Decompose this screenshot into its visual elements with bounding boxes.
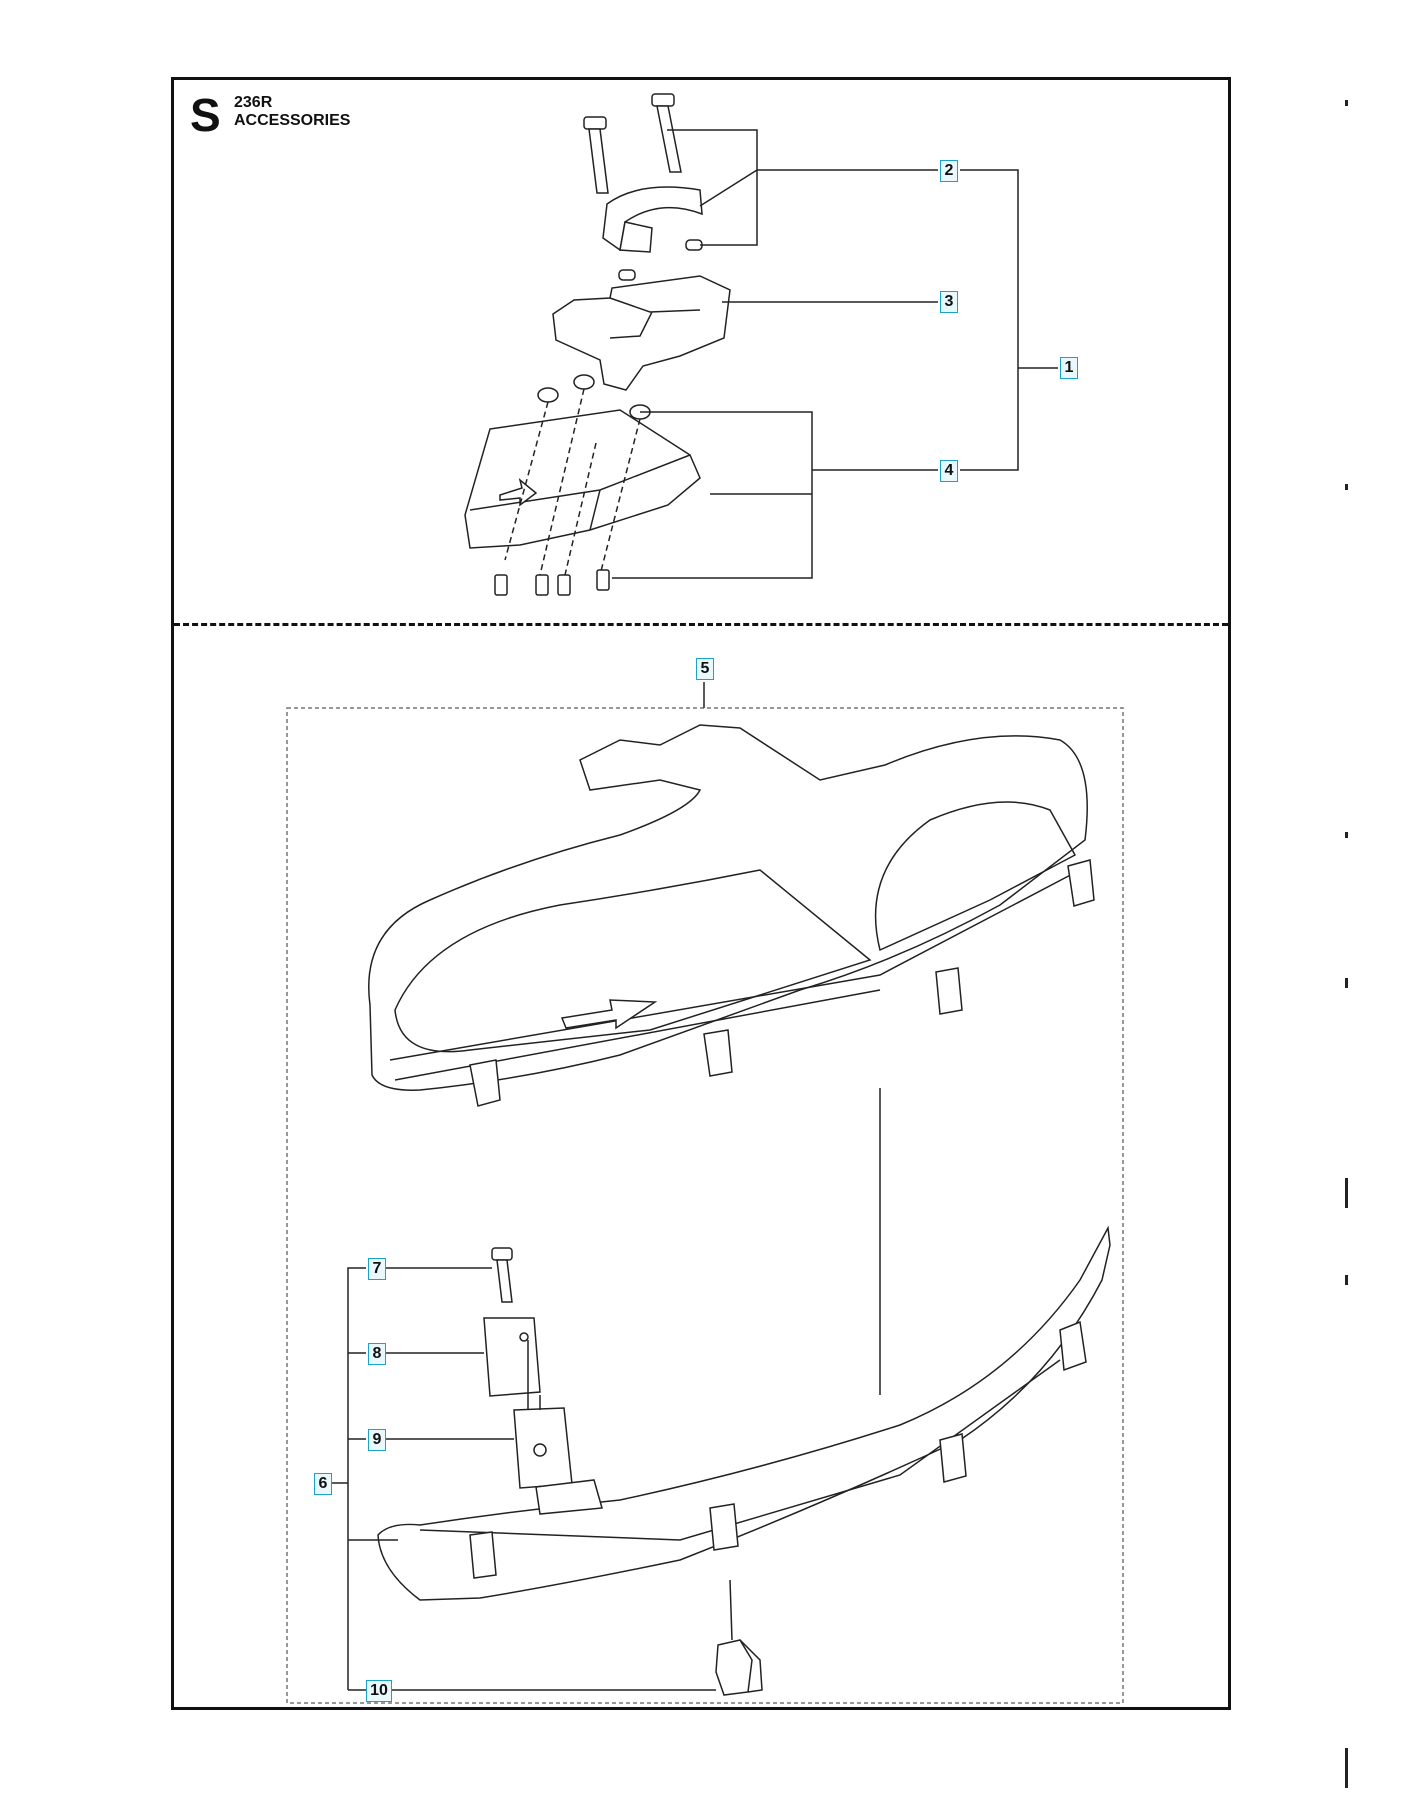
edge-mark <box>1345 978 1348 988</box>
callout-9-label: 9 <box>372 1431 382 1448</box>
callout-2-label: 2 <box>944 162 954 179</box>
callout-5[interactable] <box>696 658 714 680</box>
callout-1-label: 1 <box>1064 359 1074 376</box>
edge-mark <box>1345 832 1348 838</box>
callout-10-label: 10 <box>370 1682 388 1699</box>
edge-mark <box>1345 1275 1348 1285</box>
callout-10[interactable] <box>366 1680 392 1702</box>
callout-7-label: 7 <box>372 1260 382 1277</box>
callout-4-label: 4 <box>944 462 954 479</box>
edge-mark <box>1345 100 1348 106</box>
edge-mark <box>1345 1178 1348 1208</box>
callout-6[interactable] <box>314 1473 332 1495</box>
callout-3-label: 3 <box>944 293 954 310</box>
callout-9[interactable] <box>368 1429 386 1451</box>
bolt-right <box>652 94 681 172</box>
callout-8-label: 8 <box>372 1345 382 1362</box>
callout-6-label: 6 <box>318 1475 328 1492</box>
callout-1[interactable] <box>1060 357 1078 379</box>
callout-7[interactable] <box>368 1258 386 1280</box>
callout-3[interactable] <box>940 291 958 313</box>
title-text: ACCESSORIES <box>234 112 351 130</box>
section-letter: S <box>190 89 221 141</box>
edge-mark <box>1345 484 1348 490</box>
callout-5-label: 5 <box>700 660 710 677</box>
callout-8[interactable] <box>368 1343 386 1365</box>
callout-4[interactable] <box>940 460 958 482</box>
callout-2[interactable] <box>940 160 958 182</box>
model-name: 236R <box>234 94 273 111</box>
edge-mark <box>1345 1748 1348 1788</box>
bolt-left <box>584 117 608 193</box>
